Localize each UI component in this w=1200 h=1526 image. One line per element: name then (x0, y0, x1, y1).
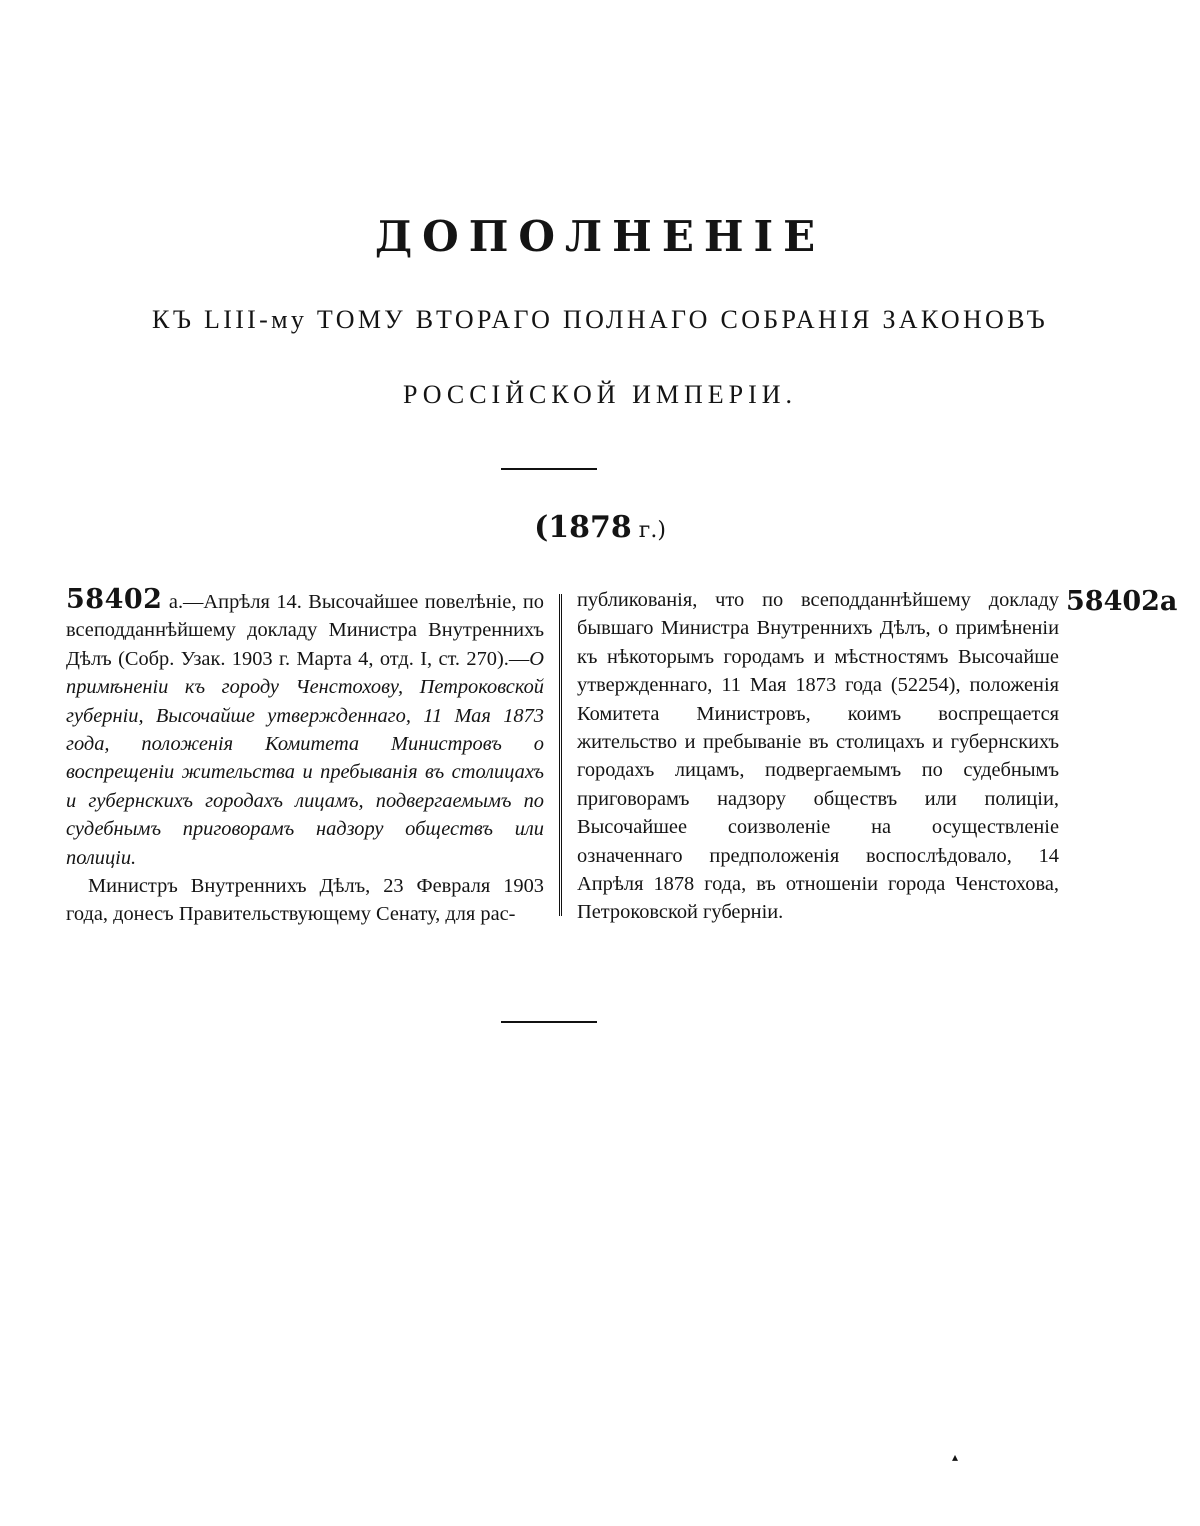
column-divider (559, 594, 562, 916)
entry-first-paragraph (66, 586, 544, 872)
printer-mark-icon: ▴ (952, 1450, 959, 1464)
document-subtitle: КЪ LIII-му ТОМУ ВТОРАГО ПОЛНАГО СОБРАНІЯ ЗАКОНОВЪ (151, 305, 1049, 334)
year-heading (0, 510, 1200, 545)
bottom-rule (501, 1021, 597, 1023)
document-subtitle-empire: РОССІЙСКОЙ ИМПЕРІИ. (402, 380, 798, 409)
entry-continuation: публикованія, что по всеподданнѣйшему докладу бывшаго Министра Внутреннихъ Дѣлъ, о примѣненіи къ нѣкоторымъ городамъ и мѣстностямъ Высочайше утвержденнаго, 11 Мая 1873 года (52254), положенія Комитета Министровъ, коимъ воспрещается жительство и пребываніе въ столицахъ и губернскихъ городахъ лицамъ, подвергаемымъ по судебнымъ приговорамъ надзору обществъ или полиціи, Высочайшее соизволеніе на осуществленіе означеннаго предположенія воспослѣдовало, 14 Апрѣля 1878 года, въ отношеніи города Ченстохова, Петроковской губерніи. (577, 589, 1059, 924)
entry-lead-text: а.—Апрѣля 14. Высочайшее повелѣніе, по всеподданнѣйшему докладу Министра Внутреннихъ Дѣлъ (Собр. Узак. 1903 г. Марта 4, отд. I, ст. 270).— (66, 591, 544, 670)
year-close-paren: ) (657, 518, 666, 543)
left-column (66, 586, 544, 929)
year-number: 1878 (548, 510, 632, 545)
law-number: 58402 (66, 584, 163, 615)
entry-subject-italic: О примѣненіи къ городу Ченстохову, Петроковской губерніи, Высочайше утвержденнаго, 11 Мая 1873 года, положенія Комитета Министровъ о воспрещеніи жительства и пребыванія въ столицахъ и губернскихъ городахъ лицамъ, подвергаемымъ по судебнымъ приговорамъ надзору обществъ или полиціи. (66, 647, 544, 869)
margin-law-number: 58402а (1066, 586, 1178, 617)
year-open-paren: ( (534, 510, 549, 545)
document-title: ДОПОЛНЕНІЕ (374, 212, 826, 261)
right-column (577, 586, 1059, 927)
entry-second-paragraph: Министръ Внутреннихъ Дѣлъ, 23 Февраля 1903 года, донесъ Правительствующему Сенату, для рас- (66, 875, 544, 926)
year-suffix: г. (631, 518, 658, 543)
top-rule (501, 468, 597, 470)
